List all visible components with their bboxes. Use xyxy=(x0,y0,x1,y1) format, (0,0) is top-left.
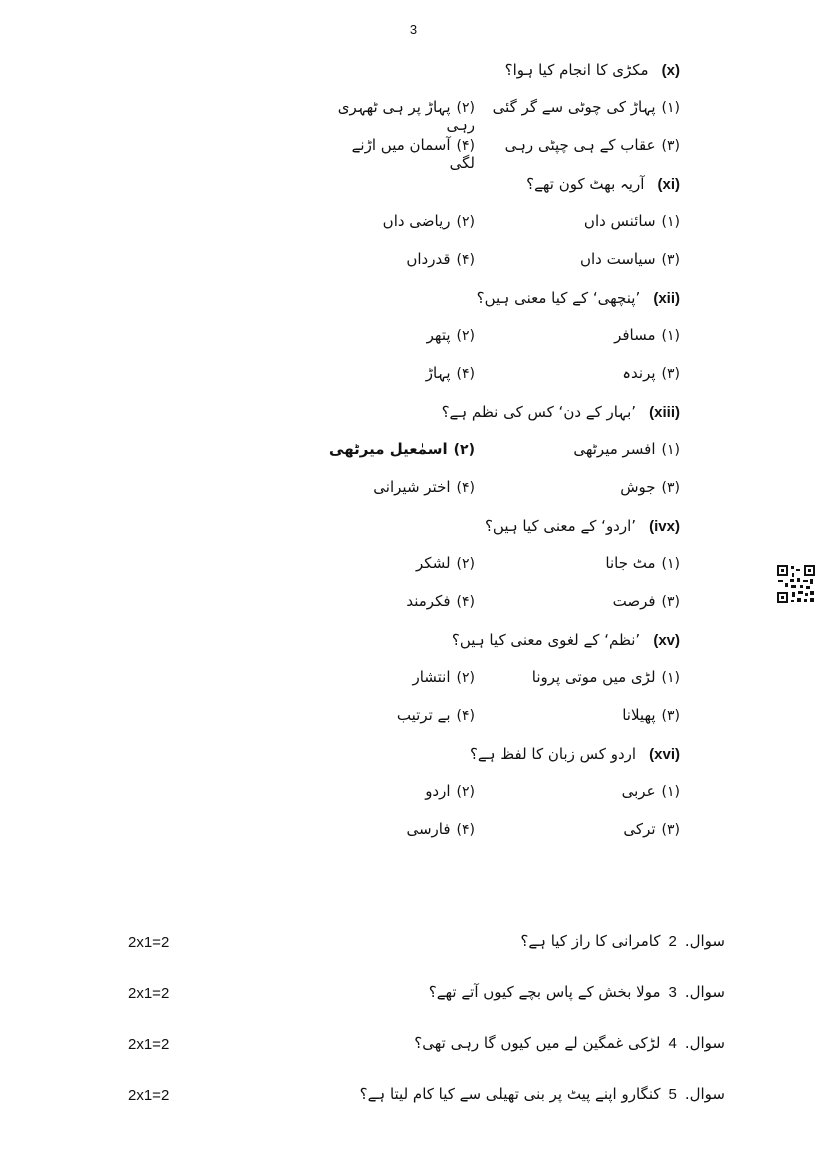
option-row xyxy=(330,212,680,250)
option-4: (۴)اختر شیرانی xyxy=(373,478,475,496)
option-2: (۲)انتشار xyxy=(412,668,475,686)
option-3: (۳)سیاست داں xyxy=(579,250,680,268)
option-4: (۴)بے ترتیب xyxy=(396,706,475,724)
option-4: (۴)پہاڑ xyxy=(425,364,475,382)
short-question-row xyxy=(0,1081,827,1132)
short-question: سوال.4لڑکی غمگین لے میں کیوں گا رہی تھی؟ xyxy=(414,1034,725,1052)
option-4: (۴)فکرمند xyxy=(406,592,475,610)
option-row xyxy=(330,478,680,516)
option-row xyxy=(330,136,680,174)
option-row xyxy=(330,706,680,744)
question-text: ’بہار کے دن‘ کس کی نظم ہے؟ xyxy=(441,403,637,421)
question-title xyxy=(330,516,680,554)
option-1: (۱)مسافر xyxy=(614,326,680,344)
question-number: (xv) xyxy=(653,632,680,649)
option-2: (۲)اردو xyxy=(425,782,475,800)
question-title xyxy=(330,402,680,440)
short-question: سوال.5کنگارو اپنے پیٹ پر بنی تھیلی سے کیا کام لیتا ہے؟ xyxy=(359,1085,725,1103)
marks: 2x1=2 xyxy=(128,934,170,951)
option-1: (۱)مٹ جانا xyxy=(605,554,680,572)
question-text: مکڑی کا انجام کیا ہوا؟ xyxy=(504,61,649,79)
option-1: (۱)لڑی میں موتی پرونا xyxy=(531,668,680,686)
option-4: (۴)آسمان میں اڑنے لگی xyxy=(351,136,475,172)
question-title xyxy=(330,174,680,212)
option-row xyxy=(330,326,680,364)
option-4: (۴)قدرداں xyxy=(406,250,475,268)
question-number: (xvi) xyxy=(649,746,680,763)
page-number: 3 xyxy=(409,22,418,37)
option-3: (۳)عقاب کے ہی چپٹی رہی xyxy=(504,136,680,154)
short-question-row xyxy=(0,979,827,1030)
option-2: (۲)ریاضی داں xyxy=(382,212,475,230)
option-1: (۱)پہاڑ کی چوٹی سے گر گئی xyxy=(492,98,680,116)
option-4: (۴)فارسی xyxy=(406,820,475,838)
question-text: ’پنچھی‘ کے کیا معنی ہیں؟ xyxy=(476,289,641,307)
option-2: (۲)اسمٰعیل میرٹھی xyxy=(329,440,475,458)
short-question: سوال.2کامرانی کا راز کیا ہے؟ xyxy=(520,932,725,950)
option-2: (۲)پتھر xyxy=(426,326,475,344)
short-question: سوال.3مولا بخش کے پاس بچے کیوں آتے تھے؟ xyxy=(428,983,725,1001)
marks: 2x1=2 xyxy=(128,985,170,1002)
option-3: (۳)فرصت xyxy=(612,592,680,610)
option-row xyxy=(330,820,680,858)
short-questions-section xyxy=(0,928,827,1132)
option-2: (۲)پہاڑ پر ہی ٹھہری رہی xyxy=(337,98,475,134)
question-text: آریہ بھٹ کون تھے؟ xyxy=(526,175,645,193)
question-number: (ivx) xyxy=(649,518,680,535)
option-3: (۳)پھیلانا xyxy=(622,706,680,724)
option-1: (۱)عربی xyxy=(621,782,680,800)
question-number: (xi) xyxy=(657,176,680,193)
question-title xyxy=(330,288,680,326)
question-number: (x) xyxy=(661,62,680,79)
option-row xyxy=(330,364,680,402)
question-title xyxy=(330,744,680,782)
short-question-row xyxy=(0,1030,827,1081)
option-row xyxy=(330,554,680,592)
option-row xyxy=(330,440,680,478)
option-3: (۳)ترکی xyxy=(623,820,680,838)
option-row xyxy=(330,782,680,820)
option-3: (۳)جوش xyxy=(620,478,680,496)
question-title xyxy=(330,60,680,98)
option-row xyxy=(330,592,680,630)
question-number: (xii) xyxy=(653,290,680,307)
option-row xyxy=(330,250,680,288)
qr-code-icon xyxy=(776,564,816,604)
option-3: (۳)پرندہ xyxy=(622,364,680,382)
question-text: ’اردو‘ کے معنی کیا ہیں؟ xyxy=(484,517,637,535)
option-row xyxy=(330,98,680,136)
option-2: (۲)لشکر xyxy=(416,554,475,572)
question-title xyxy=(330,630,680,668)
option-row xyxy=(330,668,680,706)
option-1: (۱)افسر میرٹھی xyxy=(573,440,680,458)
question-number: (xiii) xyxy=(649,404,680,421)
marks: 2x1=2 xyxy=(128,1087,170,1104)
short-question-row xyxy=(0,928,827,979)
question-text: ’نظم‘ کے لغوی معنی کیا ہیں؟ xyxy=(451,631,641,649)
option-1: (۱)سائنس داں xyxy=(583,212,680,230)
marks: 2x1=2 xyxy=(128,1036,170,1053)
question-text: اردو کس زبان کا لفظ ہے؟ xyxy=(469,745,637,763)
mcq-section xyxy=(330,60,680,858)
